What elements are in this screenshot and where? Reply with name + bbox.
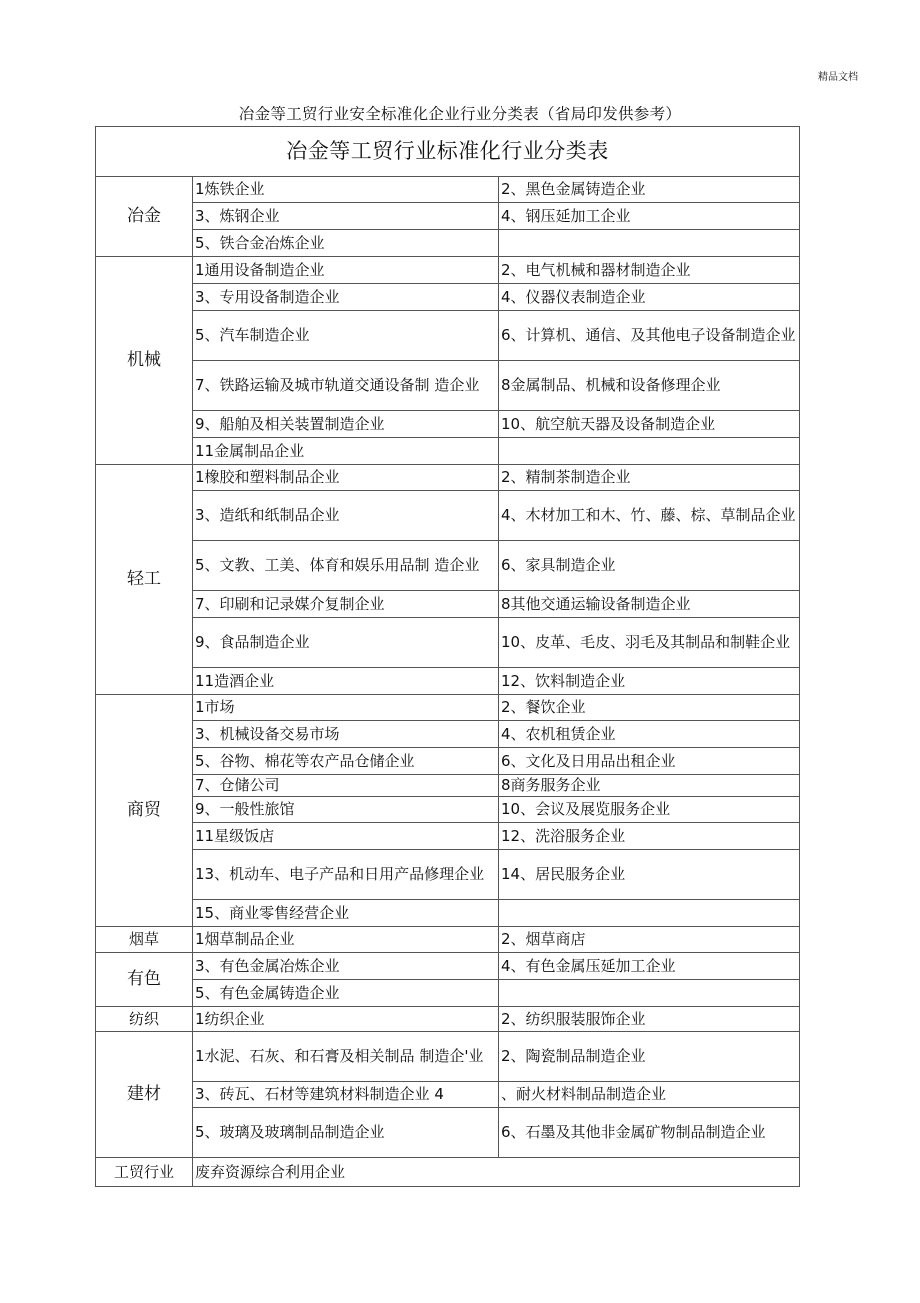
industry-cell: 9、船舶及相关装置制造企业	[193, 411, 499, 438]
table-row	[96, 618, 800, 668]
industry-cell: 5、玻璃及玻璃制品制造企业	[193, 1108, 499, 1158]
industry-cell: 4、农机租赁企业	[499, 721, 800, 748]
table-title: 冶金等工贸行业标准化行业分类表	[96, 127, 800, 177]
industry-cell: 5、谷物、棉花等农产品仓储企业	[193, 748, 499, 775]
table-row	[96, 591, 800, 618]
industry-cell: 2、陶瓷制品制造企业	[499, 1032, 800, 1082]
table-row	[96, 1007, 800, 1032]
document-title: 冶金等工贸行业安全标准化企业行业分类表（省局印发供参考）	[238, 105, 682, 123]
industry-cell: 1烟草制品企业	[193, 927, 499, 953]
industry-cell: 5、汽车制造企业	[193, 311, 499, 361]
category-cell: 工贸行业	[96, 1158, 193, 1187]
industry-cell	[499, 230, 800, 257]
industry-cell: 13、机动车、电子产品和日用产品修理企业	[193, 850, 499, 900]
industry-cell: 12、饮料制造企业	[499, 668, 800, 695]
table-row	[96, 465, 800, 491]
industry-cell: 3、造纸和纸制品企业	[193, 491, 499, 541]
category-cell: 商贸	[96, 695, 193, 927]
industry-cell: 6、石墨及其他非金属矿物制品制造企业	[499, 1108, 800, 1158]
industry-cell: 11造酒企业	[193, 668, 499, 695]
industry-cell: 7、仓储公司	[193, 775, 499, 797]
industry-cell: 2、黑色金属铸造企业	[499, 177, 800, 203]
table-row	[96, 491, 800, 541]
industry-cell: 9、一般性旅馆	[193, 797, 499, 823]
table-row	[96, 748, 800, 775]
category-cell: 有色	[96, 953, 193, 1007]
industry-cell: 3、机械设备交易市场	[193, 721, 499, 748]
industry-cell: 4、钢压延加工企业	[499, 203, 800, 230]
industry-cell: 10、皮革、毛皮、羽毛及其制品和制鞋企业	[499, 618, 800, 668]
industry-cell: 5、有色金属铸造企业	[193, 980, 499, 1007]
classification-table	[95, 126, 800, 1187]
table-row	[96, 361, 800, 411]
industry-cell: 2、烟草商店	[499, 927, 800, 953]
industry-cell: 废弃资源综合利用企业	[193, 1158, 800, 1187]
category-cell: 冶金	[96, 177, 193, 257]
table-row	[96, 980, 800, 1007]
table-row	[96, 695, 800, 721]
industry-cell: 1水泥、石灰、和石膏及相关制品 制造企'业	[193, 1032, 499, 1082]
industry-cell: 3、专用设备制造企业	[193, 284, 499, 311]
industry-cell: 9、食品制造企业	[193, 618, 499, 668]
table-row	[96, 900, 800, 927]
industry-cell: 5、铁合金冶炼企业	[193, 230, 499, 257]
industry-cell: 8其他交通运输设备制造企业	[499, 591, 800, 618]
industry-cell: 6、文化及日用品出租企业	[499, 748, 800, 775]
category-cell: 机械	[96, 257, 193, 465]
table-row	[96, 668, 800, 695]
table-row	[96, 177, 800, 203]
table-row	[96, 721, 800, 748]
table-row	[96, 927, 800, 953]
industry-cell: 1通用设备制造企业	[193, 257, 499, 284]
industry-cell: 6、家具制造企业	[499, 541, 800, 591]
table-row	[96, 797, 800, 823]
industry-cell	[499, 438, 800, 465]
table-title-row	[96, 127, 800, 177]
table-row	[96, 230, 800, 257]
industry-cell	[499, 980, 800, 1007]
table-row	[96, 541, 800, 591]
table-row	[96, 438, 800, 465]
industry-cell	[499, 900, 800, 927]
table-row	[96, 284, 800, 311]
industry-cell: 4、有色金属压延加工企业	[499, 953, 800, 980]
table-row	[96, 257, 800, 284]
category-cell: 轻工	[96, 465, 193, 695]
industry-cell: 7、铁路运输及城市轨道交通设备制 造企业	[193, 361, 499, 411]
industry-cell: 8金属制品、机械和设备修理企业	[499, 361, 800, 411]
category-cell: 纺织	[96, 1007, 193, 1032]
industry-cell: 2、餐饮企业	[499, 695, 800, 721]
table-row	[96, 311, 800, 361]
industry-cell: 10、会议及展览服务企业	[499, 797, 800, 823]
industry-cell: 1橡胶和塑料制品企业	[193, 465, 499, 491]
table-row	[96, 203, 800, 230]
industry-cell: 12、洗浴服务企业	[499, 823, 800, 850]
industry-cell: 3、砖瓦、石材等建筑材料制造企业 4	[193, 1082, 499, 1108]
table-row	[96, 1158, 800, 1187]
watermark-text: 精品文档	[818, 72, 858, 83]
table-row	[96, 775, 800, 797]
table-row	[96, 1082, 800, 1108]
table-row	[96, 953, 800, 980]
industry-cell: 6、计算机、通信、及其他电子设备制造企业	[499, 311, 800, 361]
industry-cell: 3、炼钢企业	[193, 203, 499, 230]
industry-cell: 1纺织企业	[193, 1007, 499, 1032]
industry-cell: 11星级饭店	[193, 823, 499, 850]
industry-cell: 5、文教、工美、体育和娱乐用品制 造企业	[193, 541, 499, 591]
table-row	[96, 1032, 800, 1082]
industry-cell: 15、商业零售经营企业	[193, 900, 499, 927]
industry-cell: 1市场	[193, 695, 499, 721]
industry-cell: 14、居民服务企业	[499, 850, 800, 900]
industry-cell: 2、电气机械和器材制造企业	[499, 257, 800, 284]
industry-cell: 7、印刷和记录媒介复制企业	[193, 591, 499, 618]
industry-cell: 10、航空航天器及设备制造企业	[499, 411, 800, 438]
table-row	[96, 411, 800, 438]
industry-cell: 11金属制品企业	[193, 438, 499, 465]
industry-cell: 4、木材加工和木、竹、藤、棕、草制品企业	[499, 491, 800, 541]
industry-cell: 2、精制茶制造企业	[499, 465, 800, 491]
industry-cell: 1炼铁企业	[193, 177, 499, 203]
industry-cell: 3、有色金属冶炼企业	[193, 953, 499, 980]
industry-cell: 4、仪器仪表制造企业	[499, 284, 800, 311]
table-row	[96, 823, 800, 850]
industry-cell: 2、纺织服装服饰企业	[499, 1007, 800, 1032]
industry-cell: 8商务服务企业	[499, 775, 800, 797]
category-cell: 烟草	[96, 927, 193, 953]
industry-cell: 、耐火材料制品制造企业	[499, 1082, 800, 1108]
category-cell: 建材	[96, 1032, 193, 1158]
table-row	[96, 1108, 800, 1158]
table-row	[96, 850, 800, 900]
